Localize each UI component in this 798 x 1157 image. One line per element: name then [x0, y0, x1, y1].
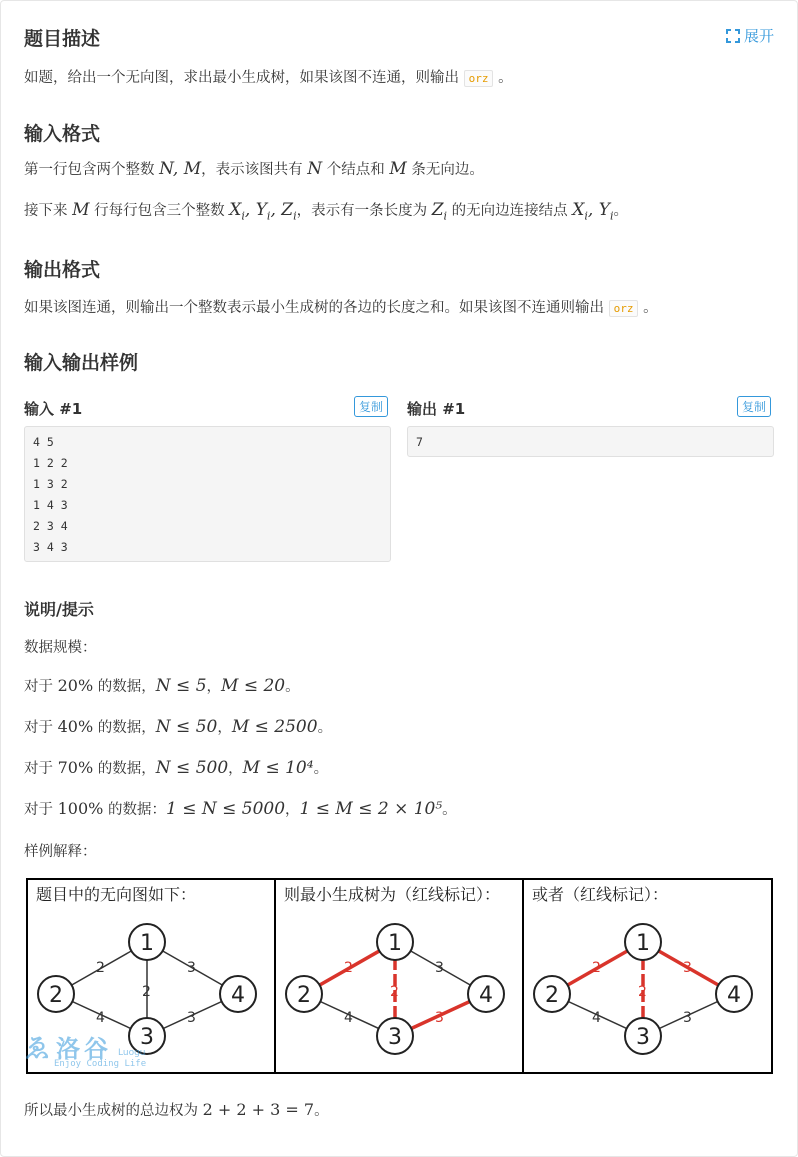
node-label: 1 [388, 931, 402, 956]
input-line: 1 4 3 [33, 498, 68, 512]
edge-weight: 2 [638, 984, 647, 1000]
constraint-row: 对于 40% 的数据，N ≤ 50，M ≤ 2500。 [24, 717, 333, 737]
expand-button[interactable] [726, 25, 774, 46]
edge-weight: 2 [96, 960, 105, 976]
node-label: 1 [140, 931, 154, 956]
edge-weight: 3 [683, 960, 692, 976]
section-title-hint: 说明/提示 [24, 600, 94, 619]
node-label: 1 [636, 931, 650, 956]
input-line: 3 4 3 [33, 540, 68, 554]
node-label: 3 [388, 1025, 402, 1050]
luogu-watermark: ゑ 洛谷 Luogu Enjoy Coding Life [24, 1028, 146, 1069]
sample-input-box[interactable] [24, 426, 391, 562]
constraint-row: 对于 20% 的数据，N ≤ 5，M ≤ 20。 [24, 676, 300, 696]
panel-title: 则最小生成树为（红线标记）： [284, 887, 501, 904]
input-line: 1 3 2 [33, 477, 68, 491]
section-title-samples: 输入输出样例 [24, 352, 139, 374]
input-format-line-1: 第一行包含两个整数 N, M，表示该图共有 N 个结点和 M 条无向边。 [24, 159, 484, 179]
node-label: 4 [231, 983, 245, 1008]
sample-explanation-label: 样例解释： [24, 844, 97, 860]
edge-weight: 3 [435, 960, 444, 976]
node-label: 2 [297, 983, 311, 1008]
output-format-text: 如果该图连通，则输出一个整数表示最小生成树的各边的长度之和。如果该图不连通则输出 orz 。 [24, 300, 658, 316]
edge-weight: 3 [187, 960, 196, 976]
sample-output-box[interactable] [407, 426, 774, 457]
input-line: 2 3 4 [33, 519, 68, 533]
inline-code-orz: orz [464, 70, 494, 87]
description-text: 如题，给出一个无向图，求出最小生成树，如果该图不连通，则输出 orz 。 [24, 70, 513, 86]
edge-weight: 2 [344, 960, 353, 976]
output-line: 7 [416, 435, 423, 449]
input-line: 4 5 [33, 435, 54, 449]
edge-weight: 2 [142, 984, 151, 1000]
copy-input-button[interactable]: 复制 [354, 396, 388, 417]
edge-weight: 4 [344, 1010, 353, 1026]
node-label: 4 [479, 983, 493, 1008]
node-label: 3 [636, 1025, 650, 1050]
expand-label: 展开 [743, 27, 774, 45]
edge-weight: 4 [592, 1010, 601, 1026]
data-scale-label: 数据规模： [24, 640, 97, 656]
edge-weight: 3 [683, 1010, 692, 1026]
edge-weight: 2 [592, 960, 601, 976]
node-label: 3 [140, 1025, 154, 1050]
panel-title: 题目中的无向图如下： [36, 887, 197, 904]
luogu-logo-icon: ゑ [24, 1034, 51, 1064]
edge-weight: 3 [187, 1010, 196, 1026]
constraint-row: 对于 70% 的数据，N ≤ 500，M ≤ 10⁴。 [24, 758, 329, 778]
expand-icon [726, 29, 740, 43]
panel-title: 或者（红线标记）： [532, 887, 669, 904]
section-title-input-format: 输入格式 [24, 123, 101, 145]
sample-input-label: 输入 #1 [24, 400, 83, 418]
section-title-output-format: 输出格式 [24, 259, 101, 281]
node-label: 2 [49, 983, 63, 1008]
edge-weight: 4 [96, 1010, 105, 1026]
inline-code-orz: orz [609, 300, 639, 317]
input-line: 1 2 2 [33, 456, 68, 470]
section-title-description: 题目描述 [24, 28, 101, 50]
input-format-line-2: 接下来 M 行每行包含三个整数 $X_i$, $Y_i$, $Z_i$，表示有一条长度为 $Z_i$ 的无向边连接结点 $X_i$, $Y_i$。 [24, 200, 628, 223]
conclusion-text: 所以最小生成树的总边权为 2 + 2 + 3 = 7。 [24, 1100, 329, 1119]
edge-weight: 2 [390, 984, 399, 1000]
node-label: 2 [545, 983, 559, 1008]
edge-weight: 3 [435, 1010, 444, 1026]
sample-output-label: 输出 #1 [407, 400, 466, 418]
constraint-row: 对于 100% 的数据：1 ≤ N ≤ 5000，1 ≤ M ≤ 2 × 10⁵。 [24, 799, 457, 819]
node-label: 4 [727, 983, 741, 1008]
copy-output-button[interactable]: 复制 [737, 396, 771, 417]
